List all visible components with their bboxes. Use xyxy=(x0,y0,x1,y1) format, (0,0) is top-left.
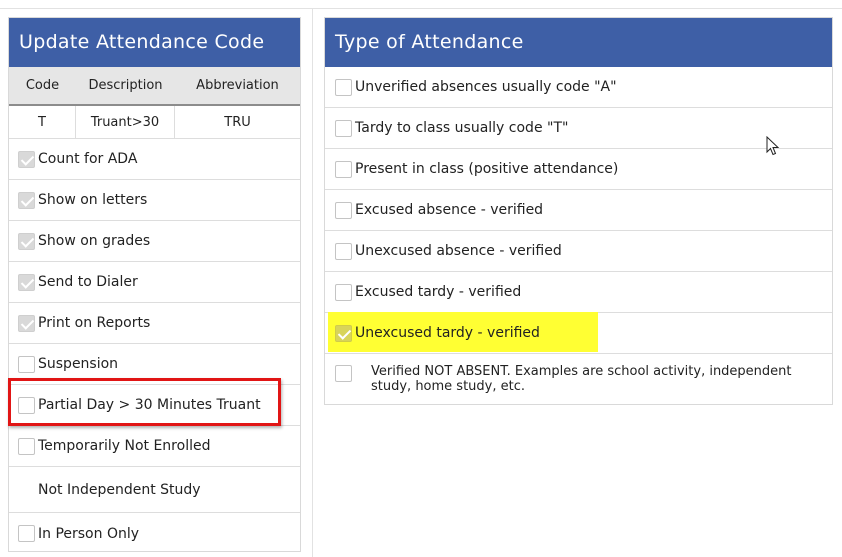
code-table-header xyxy=(9,67,300,106)
send-to-dialer-checkbox[interactable] xyxy=(18,274,35,291)
column-divider xyxy=(312,8,313,557)
option-show-on-letters xyxy=(9,180,300,221)
show-on-grades-checkbox[interactable] xyxy=(18,233,35,250)
update-attendance-code-panel xyxy=(8,17,301,552)
mouse-pointer-icon xyxy=(766,136,780,156)
option-label: Tardy to class usually code "T" xyxy=(355,120,569,136)
option-label: Not Independent Study xyxy=(38,481,201,498)
option-label: Present in class (positive attendance) xyxy=(355,161,619,177)
option-excused-tardy xyxy=(325,272,832,313)
option-label: Unexcused absence - verified xyxy=(355,243,562,259)
unexcused-tardy-checkbox[interactable] xyxy=(335,325,352,342)
option-label: Show on letters xyxy=(38,192,148,208)
option-label: Print on Reports xyxy=(38,315,151,331)
option-label: Partial Day > 30 Minutes Truant xyxy=(38,397,261,413)
annotation-highlight-box xyxy=(8,378,281,426)
present-in-class-checkbox[interactable] xyxy=(335,161,352,178)
option-in-person-only xyxy=(9,513,300,554)
option-unverified-absences xyxy=(325,67,832,108)
option-tardy-to-class xyxy=(325,108,832,149)
option-print-on-reports xyxy=(9,303,300,344)
option-temporarily-not-enrolled xyxy=(9,426,300,467)
option-show-on-grades xyxy=(9,221,300,262)
verified-not-absent-checkbox[interactable] xyxy=(335,365,352,382)
excused-absence-checkbox[interactable] xyxy=(335,202,352,219)
option-label: In Person Only xyxy=(38,525,140,542)
tardy-to-class-checkbox[interactable] xyxy=(335,120,352,137)
option-label: Send to Dialer xyxy=(38,274,138,290)
option-label: Show on grades xyxy=(38,233,151,249)
top-divider xyxy=(0,8,842,9)
suspension-checkbox[interactable] xyxy=(18,356,35,373)
code-cell: T xyxy=(9,106,76,138)
option-label: Temporarily Not Enrolled xyxy=(38,438,211,454)
column-header-description: Description xyxy=(88,78,163,93)
panel-title-update-attendance-code: Update Attendance Code xyxy=(9,18,300,67)
option-verified-not-absent xyxy=(325,354,832,406)
option-count-for-ada xyxy=(9,139,300,180)
in-person-only-checkbox[interactable] xyxy=(18,525,35,542)
option-label: Excused tardy - verified xyxy=(355,284,522,300)
column-header-abbreviation: Abbreviation xyxy=(196,78,279,93)
unexcused-absence-checkbox[interactable] xyxy=(335,243,352,260)
show-on-letters-checkbox[interactable] xyxy=(18,192,35,209)
abbreviation-cell: TRU xyxy=(224,114,251,130)
unverified-absences-checkbox[interactable] xyxy=(335,79,352,96)
panel-title-type-of-attendance: Type of Attendance xyxy=(325,18,832,67)
option-excused-absence xyxy=(325,190,832,231)
column-header-code: Code xyxy=(25,78,60,93)
description-cell: Truant>30 xyxy=(76,106,175,138)
option-label: Verified NOT ABSENT. Examples are school activity, independent study, home study, etc. xyxy=(371,364,792,394)
option-label: Excused absence - verified xyxy=(355,202,544,218)
type-of-attendance-panel xyxy=(324,17,833,405)
option-present-in-class xyxy=(325,149,832,190)
print-on-reports-checkbox[interactable] xyxy=(18,315,35,332)
option-send-to-dialer xyxy=(9,262,300,303)
table-row[interactable] xyxy=(9,106,300,139)
option-label: Suspension xyxy=(38,356,119,372)
option-label: Count for ADA xyxy=(38,151,138,167)
count-for-ada-checkbox[interactable] xyxy=(18,151,35,168)
temporarily-not-enrolled-checkbox[interactable] xyxy=(18,438,35,455)
option-unexcused-tardy xyxy=(325,313,832,354)
option-label: Unverified absences usually code "A" xyxy=(355,79,617,95)
excused-tardy-checkbox[interactable] xyxy=(335,284,352,301)
option-not-independent-study xyxy=(9,467,300,513)
option-label: Unexcused tardy - verified xyxy=(355,325,540,341)
option-unexcused-absence xyxy=(325,231,832,272)
